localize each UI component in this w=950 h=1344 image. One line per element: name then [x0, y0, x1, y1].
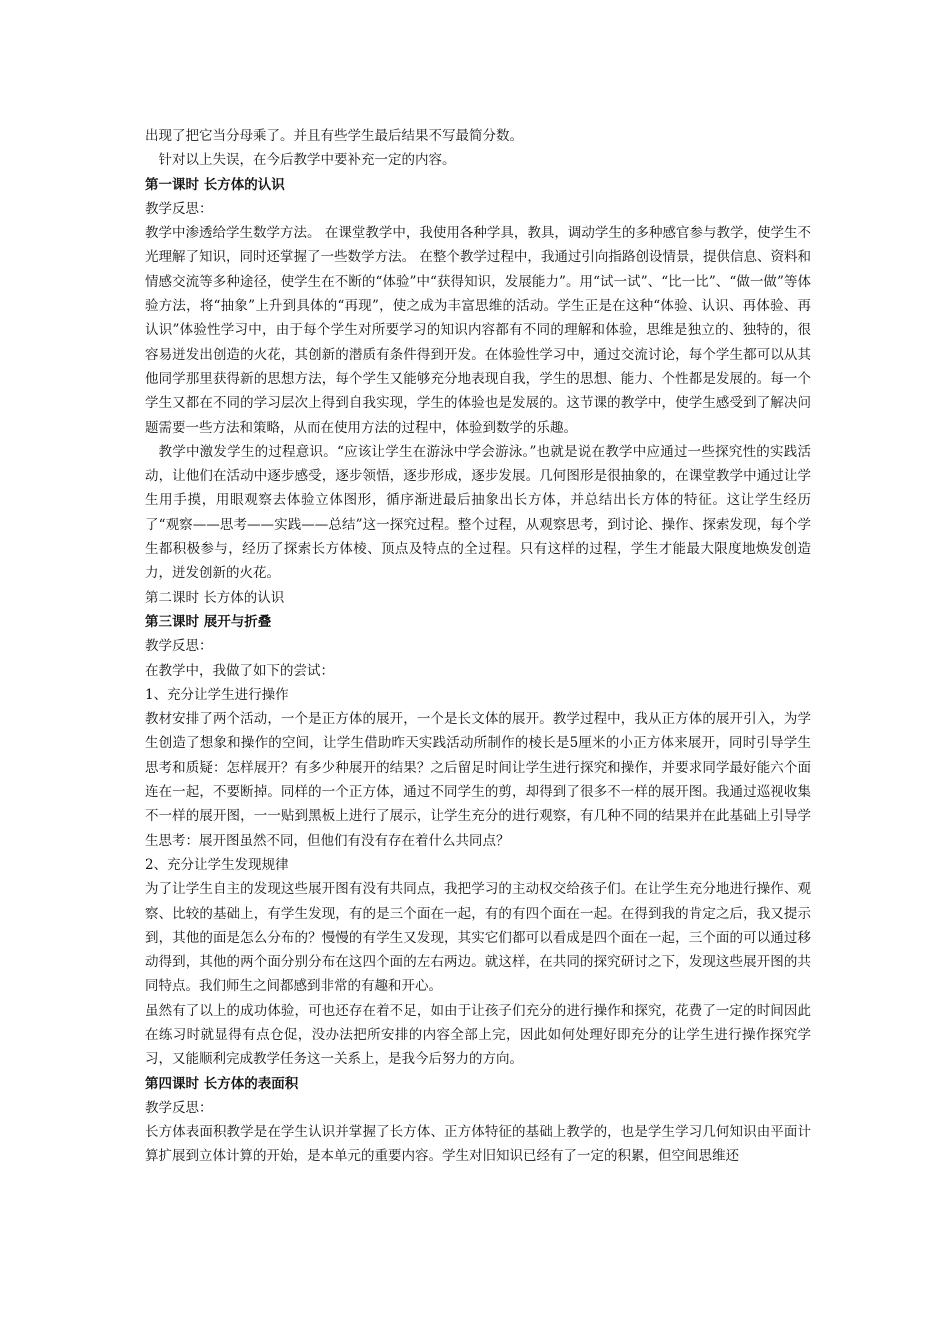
lesson3-item2-title: 2、充分让学生发现规律: [145, 856, 289, 873]
lesson1-heading: 第一课时 长方体的认识: [145, 176, 285, 193]
paragraph-correction-note: 针对以上失误，在今后教学中要补充一定的内容。: [158, 152, 456, 169]
lesson3-reflection-label: 教学反思：: [145, 638, 213, 655]
lesson3-item2-text: 为了让学生自主的发现这些展开图有没有共同点，我把学习的主动权交给孩子们。在让学生充分地进行操作、观察、比较的基础上，有学生发现，有的是三个面在一起，有的有四个面在一起。在得到我的肯定之后，我又提示到，其他的面是怎么分布的？慢慢的有学生又发现，其实它们都可以看成是四个面在一起，三个面的可以通过移动得到，其他的两个面分别分布在这四个面的左右两边。就这样，在共同的探究研讨之下，发现这些展开图的共同特点。我们师生之间都感到非常的有趣和开心。: [145, 881, 811, 995]
lesson3-item1-text: 教材安排了两个活动，一个是正方体的展开，一个是长文体的展开。教学过程中，我从正方体的展开引入，为学生创造了想象和操作的空间，让学生借助昨天实践活动所制作的棱长是5厘米的小正方体来展开，同时引导学生思考和质疑：怎样展开？有多少种展开的结果？之后留足时间让学生进行探究和操作，并要求同学最好能六个面连在一起，不要断掉。同样的一个正方体，通过不同学生的剪，却得到了很多不一样的展开图。我通过巡视收集不一样的展开图，一一贴到黑板上进行了展示，让学生充分的进行观察，有几种不同的结果并在此基础上引导学生思考：展开图虽然不同，但他们有没有存在着什么共同点？: [145, 711, 811, 849]
lesson3-item1-title: 1、充分让学生进行操作: [145, 686, 289, 703]
paragraph-continuation: 出现了把它当分母乘了。并且有些学生最后结果不写最简分数。: [145, 128, 523, 144]
lesson3-intro: 在教学中，我做了如下的尝试：: [145, 662, 334, 679]
lesson2-heading: 第二课时 长方体的认识: [145, 589, 285, 606]
lesson4-paragraph-1: 长方体表面积教学是在学生认识并掌握了长方体、正方体特征的基础上教学的，也是学生学习几何知识由平面计算扩展到立体计算的开始，是本单元的重要内容。学生对旧知识已经有了一定的积累，但空间思维还: [145, 1124, 811, 1165]
document-page: [145, 124, 811, 1169]
lesson1-reflection-label: 教学反思：: [145, 200, 213, 217]
lesson4-reflection-label: 教学反思：: [145, 1099, 213, 1116]
lesson3-closing: 虽然有了以上的成功体验，可也还存在着不足，如由于让孩子们充分的进行操作和探究，花费了一定的时间因此在练习时就显得有点仓促，没办法把所安排的内容全部上完，因此如何处理好即充分的让学生进行操作探究学习，又能顺利完成教学任务这一关系上，是我今后努力的方向。: [145, 1002, 811, 1068]
lesson1-paragraph-1: 教学中渗透给学生数学方法。 在课堂教学中，我使用各种学具，教具，调动学生的多种感官参与教学，使学生不光理解了知识，同时还掌握了一些数学方法。 在整个教学过程中，我通过引向指路创设情景，提供信息、资料和情感交流等多种途径，使学生在不断的“体验”中“获得知识，发展能力”。用“试一试”、“比一比”、“做一做”等体验方法，将“抽象”上升到具体的“再现”，使之成为丰富思维的活动。学生正是在这种“体验、认识、再体验、再认识”体验性学习中，由于每个学生对所要学习的知识内容都有不同的理解和体验，思维是独立的、独特的，很容易迸发出创造的火花，其创新的潜质有条件得到开发。在体验性学习中，通过交流讨论，每个学生都可以从其他同学那里获得新的思想方法，每个学生又能够充分地表现自我，学生的思想、能力、个性都是发展的。每一个学生又都在不同的学习层次上得到自我实现，学生的体验也是发展的。这节课的教学中，使学生感受到了解决问题需要一些方法和策略，从而在使用方法的过程中，体验到数学的乐趣。: [145, 225, 811, 436]
lesson3-heading: 第三课时 展开与折叠: [145, 613, 272, 630]
lesson4-heading: 第四课时 长方体的表面积: [145, 1075, 299, 1092]
lesson1-paragraph-2: 教学中激发学生的过程意识。“应该让学生在游泳中学会游泳。”也就是说在教学中应通过一些探究性的实践活动，让他们在活动中逐步感受，逐步领悟，逐步形成，逐步发展。几何图形是很抽象的，在课堂教学中通过让学生用手摸，用眼观察去体验立体图形，循序渐进最后抽象出长方体，并总结出长方体的特征。这让学生经历了“观察——思考——实践——总结”这一探究过程。整个过程，从观察思考，到讨论、操作、探索发现，每个学生都积极参与，经历了探索长方体棱、顶点及特点的全过程。只有这样的过程，学生才能最大限度地焕发创造力，迸发创新的火花。: [145, 443, 811, 582]
